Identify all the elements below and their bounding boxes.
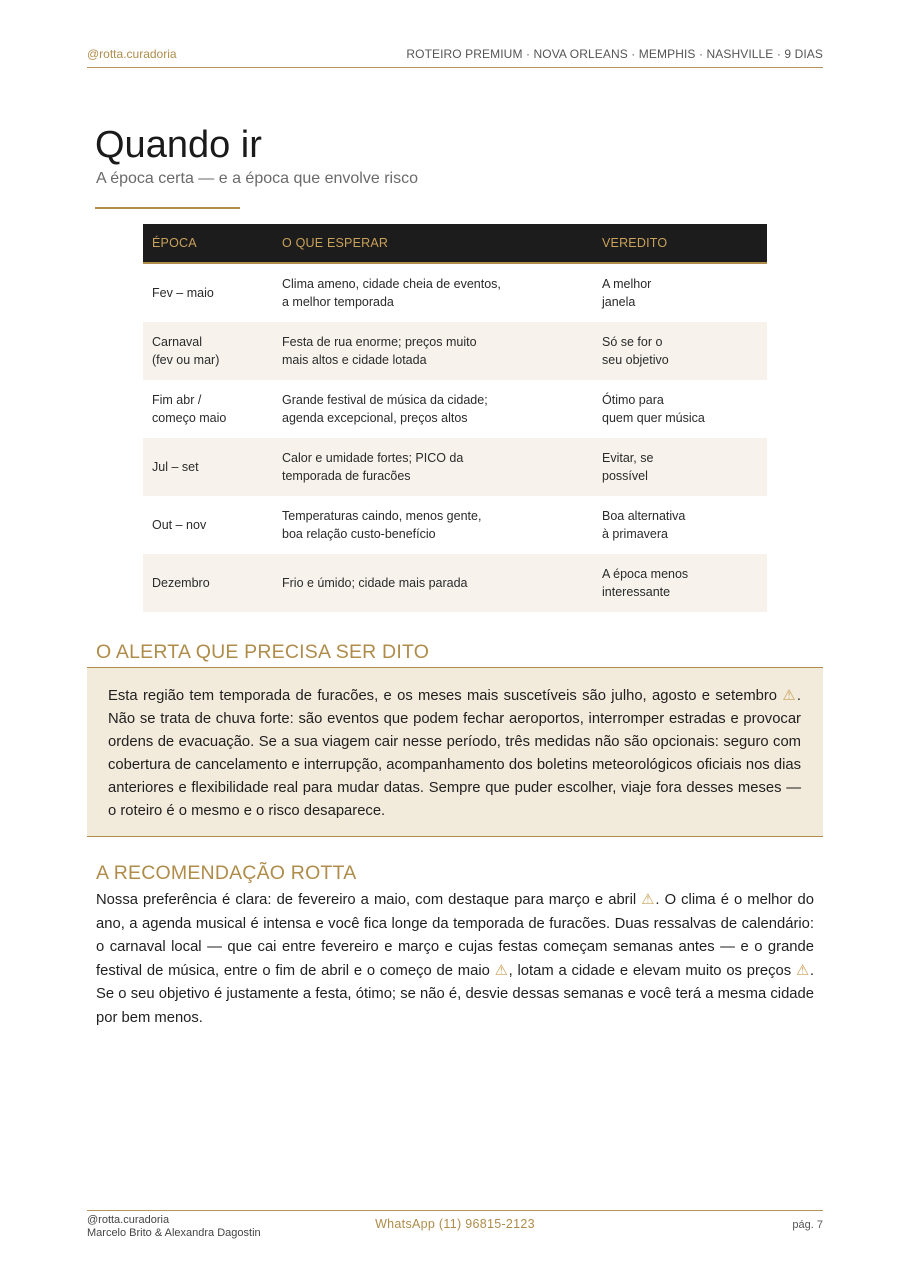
- cell-o-que-esperar: Clima ameno, cidade cheia de eventos, a melhor temporada: [282, 277, 501, 309]
- cell-o-que-esperar: Festa de rua enorme; preços muito mais altos e cidade lotada: [273, 322, 593, 380]
- header-route: ROTEIRO PREMIUM · NOVA ORLEANS · MEMPHIS · NASHVILLE · 9 DIAS: [406, 47, 823, 61]
- page-subtitle: A época certa — e a época que envolve risco: [96, 170, 418, 187]
- cell-veredito: Evitar, se possível: [593, 438, 767, 496]
- alert-text-part: Esta região tem temporada de furacões, e os meses mais suscetíveis são julho, agosto e setembro: [108, 688, 783, 704]
- cell-veredito: Só se for o seu objetivo: [593, 322, 767, 380]
- alert-text-part: . Não se trata de chuva forte: são eventos que podem fechar aeroportos, interromper estradas e provocar ordens de evacuação. Se a sua viagem cair nesse período, três medidas não são opcionais: seguro com cobertura de cancelamento e interrupção, acompanhamento dos boletins meteorológicos oficiais nos dias anteriores e flexibilidade real para mudar datas. Sempre que puder escolher, viaje fora desses meses — o roteiro é o mesmo e o risco desaparece.: [108, 688, 801, 819]
- alert-section-title: O ALERTA QUE PRECISA SER DITO: [96, 641, 430, 663]
- recommendation-text-part: Nossa preferência é clara: de fevereiro a maio, com destaque para março e abril: [96, 892, 642, 908]
- recommendation-section-title: A RECOMENDAÇÃO ROTTA: [96, 862, 357, 884]
- table-row: [143, 322, 767, 380]
- recommendation-text: [96, 889, 814, 1031]
- warning-icon: ⚠: [795, 962, 810, 979]
- alert-box: [87, 667, 823, 837]
- cell-epoca: Jul – set: [143, 438, 273, 496]
- warning-icon: ⚠: [494, 962, 509, 979]
- cell-epoca: Fim abr / começo maio: [152, 393, 227, 425]
- footer-authors: Marcelo Brito & Alexandra Dagostin: [87, 1227, 261, 1239]
- cell-veredito: A época menos interessante: [593, 554, 767, 612]
- cell-veredito: Boa alternativa à primavera: [602, 509, 686, 541]
- seasons-table: [143, 224, 767, 612]
- cell-o-que-esperar: Calor e umidade fortes; PICO da temporada de furacões: [273, 438, 593, 496]
- header-handle: @rotta.curadoria: [87, 47, 177, 61]
- recommendation-text-part: . O clima é o melhor do ano, a agenda musical é intensa e você fica longe da temporada de furacões. Duas ressalvas de calendário: o carnaval local — que cai entre fevereiro e março e cujas festas começam semanas antes — e o grande festival de música, entre o fim de abril e o começo de maio: [96, 892, 814, 979]
- cell-epoca: Dezembro: [143, 554, 273, 612]
- page-number: pág. 7: [792, 1219, 823, 1231]
- cell-epoca: Out – nov: [152, 518, 207, 532]
- cell-o-que-esperar: Frio e úmido; cidade mais parada: [273, 554, 593, 612]
- header-epoca: ÉPOCA: [143, 224, 273, 263]
- table-header-row: [143, 224, 767, 263]
- table-row: [143, 554, 767, 612]
- cell-veredito: Ótimo para quem quer música: [602, 393, 705, 425]
- table-row: [143, 496, 767, 554]
- warning-icon: ⚠: [641, 892, 656, 908]
- cell-o-que-esperar: Temperaturas caindo, menos gente, boa relação custo-benefício: [282, 509, 482, 541]
- recommendation-text-part: . Se o seu objetivo é justamente a festa, ótimo; se não é, desvie dessas semanas e você terá a mesma cidade por bem menos.: [96, 962, 815, 1026]
- table-row: [143, 380, 767, 438]
- cell-o-que-esperar: Grande festival de música da cidade; agenda excepcional, preços altos: [282, 393, 488, 425]
- header-veredito: VEREDITO: [593, 224, 767, 263]
- page-header: [87, 46, 823, 68]
- footer-handle: @rotta.curadoria: [87, 1214, 170, 1226]
- recommendation-text-part: , lotam a cidade e elevam muito os preços: [508, 962, 796, 979]
- page-title: Quando ir: [95, 124, 262, 166]
- footer-whatsapp-contact: WhatsApp (11) 96815-2123: [375, 1217, 535, 1231]
- warning-icon: ⚠: [782, 688, 797, 704]
- header-o-que-esperar: O QUE ESPERAR: [273, 224, 593, 263]
- cell-epoca: Fev – maio: [152, 286, 214, 300]
- cell-epoca: Carnaval (fev ou mar): [143, 322, 273, 380]
- cell-veredito: A melhor janela: [602, 277, 652, 309]
- table-row: [143, 438, 767, 496]
- page-footer: [87, 1210, 823, 1245]
- table-row: [143, 263, 767, 322]
- title-divider: [95, 207, 240, 209]
- alert-text: [108, 685, 801, 823]
